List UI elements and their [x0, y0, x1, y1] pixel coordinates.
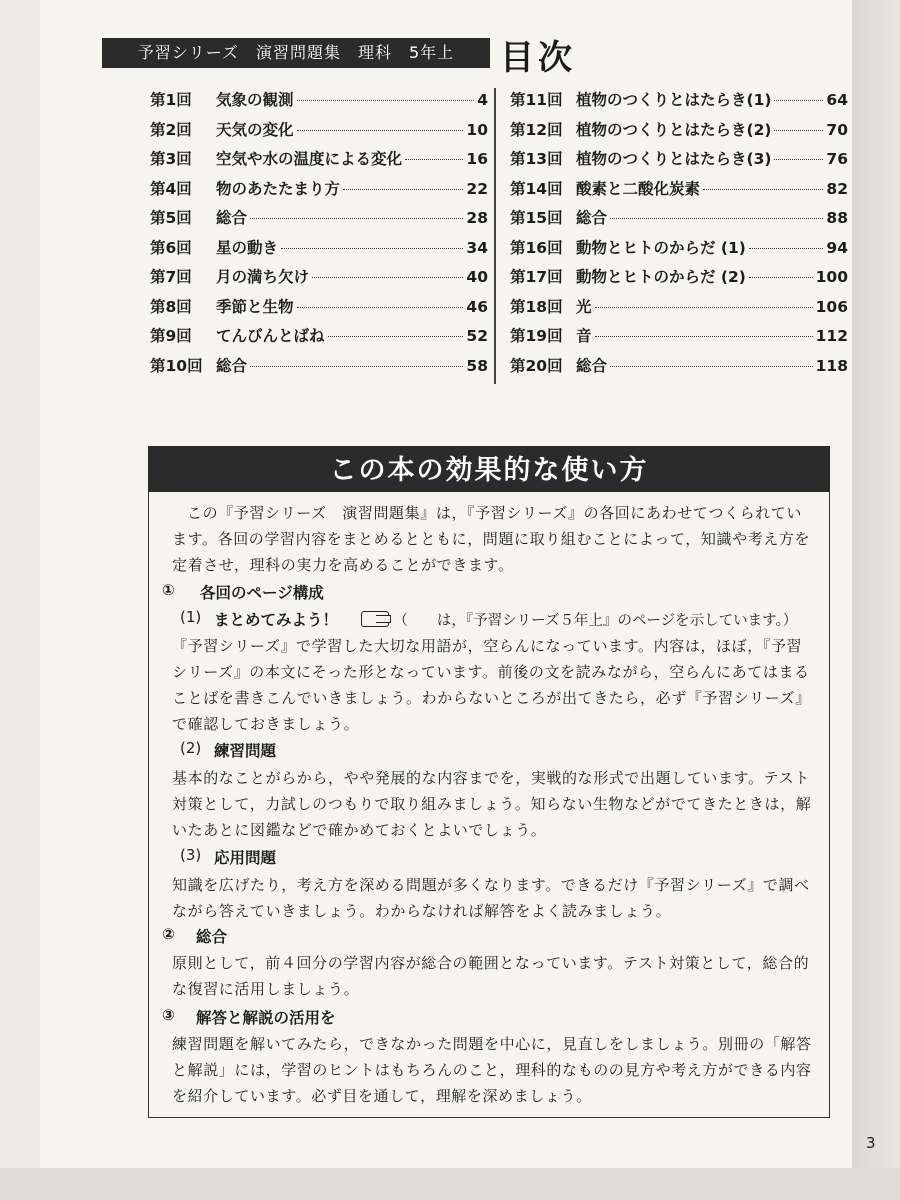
toc-leader-dots — [749, 248, 824, 249]
toc-page-number: 52 — [466, 327, 488, 345]
toc-lesson-title: 酸素と二酸化炭素 — [576, 179, 701, 198]
toc-lesson-number: 第8回 — [150, 297, 192, 316]
subsection-3-marker: (3) — [180, 846, 202, 864]
toc-page-number: 22 — [466, 179, 488, 198]
toc-lesson-title: 気象の観測 — [216, 91, 294, 109]
section-3-heading: 解答と解説の活用を — [196, 1009, 336, 1027]
toc-lesson-number: 第1回 — [150, 91, 192, 109]
toc-row — [510, 265, 848, 295]
toc-row — [150, 324, 488, 354]
toc-page-number: 82 — [826, 179, 848, 198]
toc-page-number: 58 — [466, 356, 488, 375]
toc-lesson-number: 第13回 — [510, 150, 563, 168]
subsection-3-body: 知識を広げたり，考え方を深める問題が多くなります。できるだけ『予習シリーズ』で調べながら答えていきましょう。わからなければ解答をよく読みましょう。 — [172, 876, 810, 920]
toc-row — [510, 206, 848, 236]
toc-lesson-number: 第18回 — [510, 297, 563, 316]
toc-leader-dots — [610, 218, 823, 219]
toc-leader-dots — [595, 307, 813, 308]
toc-row — [150, 206, 488, 236]
toc-row — [150, 147, 488, 177]
toc-lesson-title: 総合 — [216, 356, 248, 375]
toc-lesson-title: 天気の変化 — [216, 120, 294, 139]
toc-lesson-title: 物のあたたまり方 — [216, 179, 341, 198]
section-1-heading: 各回のページ構成 — [200, 584, 324, 602]
toc-lesson-title: 空気や水の温度による変化 — [216, 150, 403, 168]
section-2-heading: 総合 — [196, 928, 228, 946]
toc-page-number: 16 — [466, 150, 488, 168]
toc-page-number: 10 — [466, 120, 488, 139]
subsection-1-body: 『予習シリーズ』で学習した大切な用語が，空らんになっています。内容は，ほぼ，『予習シリーズ』の本文にそった形となっています。前後の文を読みながら，空らんにあてはまることばを書きこんでいきましょう。わからないところが出てきたら，必ず『予習シリーズ』で確認しておきましょう。 — [172, 637, 811, 733]
toc-lesson-number: 第5回 — [150, 209, 192, 227]
section-1-marker: ① — [162, 581, 175, 599]
toc-lesson-title: 星の動き — [216, 238, 279, 257]
toc-leader-dots — [297, 307, 464, 308]
toc-row — [510, 88, 848, 118]
toc-row — [510, 295, 848, 325]
subsection-2-marker: (2) — [180, 739, 202, 757]
toc-lesson-number: 第20回 — [510, 356, 563, 375]
toc-lesson-number: 第14回 — [510, 179, 563, 198]
toc-leader-dots — [595, 336, 813, 337]
toc-leader-dots — [297, 100, 475, 101]
toc-page-number: 34 — [466, 238, 488, 257]
toc-lesson-title: 動物とヒトのからだ (2) — [576, 268, 746, 286]
toc-leader-dots — [703, 189, 823, 190]
section-2-body: 原則として，前４回分の学習内容が総合の範囲となっています。テスト対策として，総合的な復習に活用しましょう。 — [172, 954, 810, 998]
toc-row — [510, 118, 848, 148]
subsection-2-body: 基本的なことがらから，やや発展的な内容までを，実戦的な形式で出題しています。テスト対策として，力試しのつもりで取り組みましょう。知らない生物などがでてきたときは，解いたあとに図鑑などで確かめておくとよいでしょう。 — [172, 769, 812, 839]
toc-leader-dots — [328, 336, 464, 337]
toc-leader-dots — [774, 130, 823, 131]
usage-section-title: この本の効果的な使い方 — [148, 446, 830, 492]
toc-right-column — [510, 88, 848, 383]
subsection-1-marker: (1) — [180, 608, 202, 626]
toc-lesson-number: 第3回 — [150, 150, 192, 168]
section-3-marker: ③ — [162, 1006, 175, 1024]
toc-lesson-title: 植物のつくりとはたらき(2) — [576, 120, 772, 139]
toc-page-number: 100 — [815, 268, 848, 286]
toc-leader-dots — [297, 130, 464, 131]
toc-row — [510, 324, 848, 354]
toc-row — [150, 236, 488, 266]
subsection-1-title: まとめてみよう！ — [214, 611, 339, 629]
toc-lesson-number: 第16回 — [510, 238, 563, 257]
series-header-band: 予習シリーズ 演習問題集 理科 5年上 — [102, 38, 490, 68]
toc-lesson-number: 第10回 — [150, 356, 203, 375]
toc-lesson-number: 第15回 — [510, 209, 563, 227]
toc-lesson-number: 第7回 — [150, 268, 192, 286]
toc-leader-dots — [281, 248, 463, 249]
toc-page-number: 112 — [815, 327, 848, 345]
toc-page-number: 64 — [826, 91, 848, 109]
toc-page-number: 88 — [826, 209, 848, 227]
toc-lesson-number: 第6回 — [150, 238, 192, 257]
toc-row — [510, 177, 848, 207]
toc-row — [150, 88, 488, 118]
intro-paragraph: この『予習シリーズ 演習問題集』は，『予習シリーズ』の各回にあわせてつくられています。各回の学習内容をまとめるとともに，問題に取り組むことによって，知識や考え方を定着させ，理科の実力を高めることができます。 — [172, 504, 811, 574]
toc-lesson-title: 植物のつくりとはたらき(1) — [576, 91, 772, 109]
toc-leader-dots — [250, 366, 463, 367]
toc-page-number: 40 — [466, 268, 488, 286]
page-bottom-edge — [0, 1168, 900, 1200]
toc-lesson-title: 音 — [576, 327, 592, 345]
toc-lesson-number: 第2回 — [150, 120, 192, 139]
toc-lesson-number: 第9回 — [150, 327, 192, 345]
toc-page-number: 46 — [466, 297, 488, 316]
toc-page-number: 76 — [826, 150, 848, 168]
toc-leader-dots — [774, 100, 823, 101]
toc-leader-dots — [774, 159, 823, 160]
toc-page-number: 4 — [477, 91, 488, 109]
subsection-2-heading: 練習問題 — [214, 742, 277, 760]
page-number: 3 — [866, 1134, 876, 1152]
toc-divider — [494, 88, 496, 384]
toc-row — [150, 295, 488, 325]
toc-row — [510, 147, 848, 177]
toc-leader-dots — [749, 277, 813, 278]
toc-row — [150, 118, 488, 148]
toc-lesson-title: 光 — [576, 297, 592, 316]
toc-leader-dots — [312, 277, 463, 278]
toc-leader-dots — [343, 189, 463, 190]
toc-lesson-title: 総合 — [216, 209, 248, 227]
toc-lesson-number: 第17回 — [510, 268, 563, 286]
toc-leader-dots — [405, 159, 463, 160]
toc-row — [510, 354, 848, 384]
next-page-edge — [852, 0, 900, 1200]
toc-lesson-title: てんびんとばね — [216, 327, 325, 345]
toc-lesson-title: 植物のつくりとはたらき(3) — [576, 150, 772, 168]
page-title: 目次 — [500, 38, 576, 78]
toc-leader-dots — [250, 218, 463, 219]
subsection-1-note: （ は，『予習シリーズ５年上』のページを示しています。） — [393, 613, 798, 629]
toc-page-number: 70 — [826, 120, 848, 139]
toc-lesson-number: 第11回 — [510, 91, 563, 109]
toc-leader-dots — [610, 366, 813, 367]
toc-lesson-title: 総合 — [576, 209, 608, 227]
toc-lesson-title: 季節と生物 — [216, 297, 294, 316]
toc-lesson-title: 月の満ち欠け — [216, 268, 310, 286]
pointing-hand-icon — [361, 611, 389, 627]
toc-row — [510, 236, 848, 266]
toc-lesson-title: 動物とヒトのからだ (1) — [576, 238, 746, 257]
toc-lesson-number: 第4回 — [150, 179, 192, 198]
toc-page-number: 94 — [826, 238, 848, 257]
toc-row — [150, 177, 488, 207]
toc-row — [150, 265, 488, 295]
toc-page-number: 28 — [466, 209, 488, 227]
toc-left-column — [150, 88, 488, 383]
toc-lesson-number: 第19回 — [510, 327, 563, 345]
subsection-1-note-wrap — [361, 613, 797, 629]
subsection-3-heading: 応用問題 — [214, 849, 277, 867]
toc-lesson-number: 第12回 — [510, 120, 563, 139]
subsection-1-heading — [214, 608, 797, 630]
toc-page-number: 106 — [815, 297, 848, 316]
section-2-marker: ② — [162, 925, 175, 943]
toc-lesson-title: 総合 — [576, 356, 608, 375]
toc-page-number: 118 — [815, 356, 848, 375]
toc-row — [150, 354, 488, 384]
section-3-body: 練習問題を解いてみたら，できなかった問題を中心に，見直しをしましょう。別冊の「解答と解説」には，学習のヒントはもちろんのこと，理科的なものの見方や考え方ができる内容を紹介しています。必ず目を通して，理解を深めましょう。 — [172, 1035, 812, 1105]
